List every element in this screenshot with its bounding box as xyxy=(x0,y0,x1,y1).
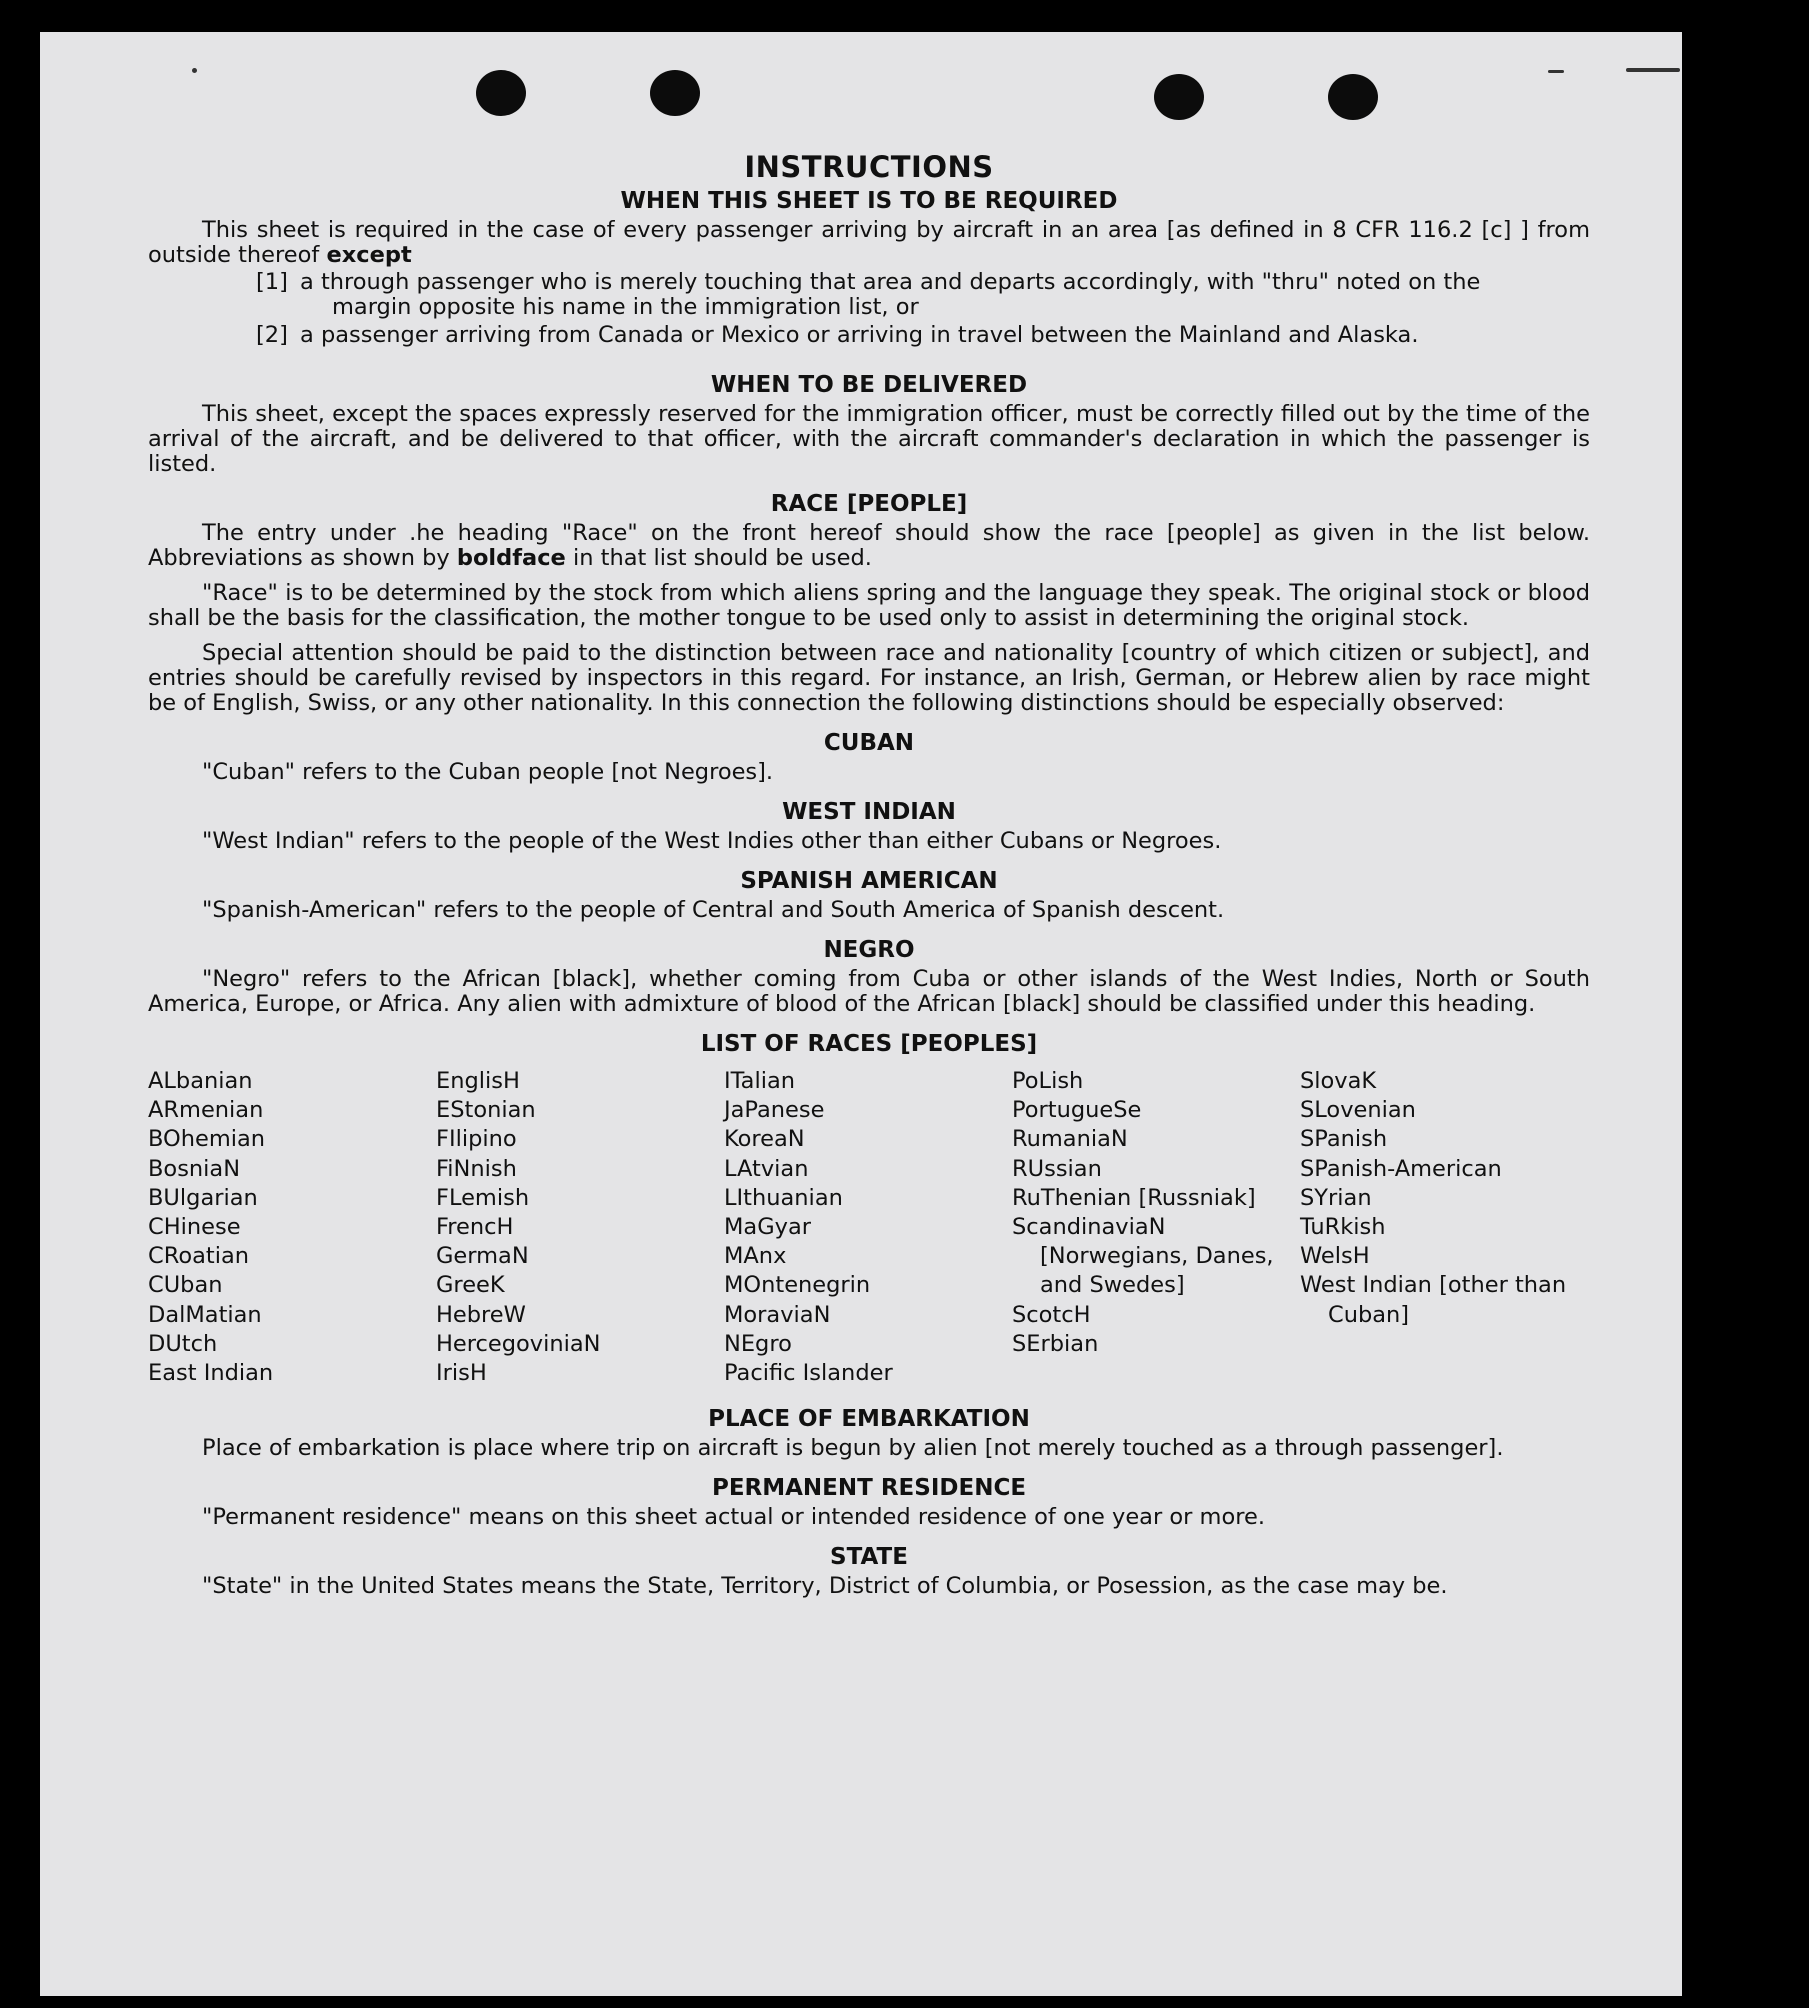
race-entry: MOntenegrin xyxy=(724,1272,871,1299)
paragraph-when-required: This sheet is required in the case of every passenger arriving by aircraft in an area [as defined in 8 CFR 116.2 [c] ] from outside thereof except xyxy=(148,217,1590,268)
paragraph-state: "State" in the United States means the State, Territory, District of Columbia, or Posession, as the case may be. xyxy=(202,1573,1448,1600)
race-entry: EStonian xyxy=(436,1097,536,1124)
race-entry: FrencH xyxy=(436,1214,514,1241)
section-title-when-required: WHEN THIS SHEET IS TO BE REQUIRED xyxy=(620,188,1118,214)
paragraph-race-3: Special attention should be paid to the distinction between race and nationality [country of which citizen or subject], and entries should be carefully revised by inspectors in this regard. For instance, an Irish, German, or Hebrew alien by race might be of English, Swiss, or any other nationality. In this connection the following distinctions should be especially observed: xyxy=(148,640,1590,716)
race-entry: ARmenian xyxy=(148,1097,264,1124)
section-title-west-indian: WEST INDIAN xyxy=(782,799,956,825)
race-entry: WelsH xyxy=(1300,1243,1370,1270)
section-title-state: STATE xyxy=(830,1544,908,1571)
race-entry: BOhemian xyxy=(148,1126,266,1153)
race-entry: RumaniaN xyxy=(1012,1126,1128,1153)
list-item xyxy=(256,270,1590,320)
race-entry: DUtch xyxy=(148,1330,218,1357)
race-entry: LAtvian xyxy=(724,1155,809,1182)
instructions-content xyxy=(148,150,1590,1609)
race-entry: SPanish-American xyxy=(1300,1155,1502,1182)
race-entry: MaGyar xyxy=(724,1214,811,1241)
item-number: [2] xyxy=(256,322,288,348)
race-entry: TuRkish xyxy=(1300,1214,1386,1241)
race-entry: ScotcH xyxy=(1012,1301,1091,1328)
paragraph-cuban: "Cuban" refers to the Cuban people [not Negroes]. xyxy=(202,759,774,785)
race-entry: MoraviaN xyxy=(724,1301,831,1328)
section-title-place-of-embarkation: PLACE OF EMBARKATION xyxy=(708,1406,1030,1433)
punch-hole xyxy=(1328,74,1378,120)
scan-speck xyxy=(192,68,197,73)
page-title: INSTRUCTIONS xyxy=(744,150,994,184)
race-entry: EnglisH xyxy=(436,1068,520,1094)
races-column xyxy=(436,1067,724,1388)
race-entry: SPanish xyxy=(1300,1126,1388,1153)
race-entry: SlovaK xyxy=(1300,1068,1377,1094)
races-column xyxy=(1012,1067,1300,1388)
paragraph-when-delivered: This sheet, except the spaces expressly reserved for the immigration officer, must be correctly filled out by the time of the arrival of the aircraft, and be delivered to that officer, with the aircraft commander's declaration in which the passenger is listed. xyxy=(148,401,1590,477)
race-entry: PortugueSe xyxy=(1012,1097,1142,1124)
race-entry: Pacific Islander xyxy=(724,1360,893,1387)
document-page xyxy=(40,32,1682,1996)
race-entry: SLovenian xyxy=(1300,1097,1416,1124)
race-entry: DalMatian xyxy=(148,1301,262,1328)
punch-hole xyxy=(650,70,700,116)
punch-hole xyxy=(1154,74,1204,120)
item-text: a through passenger who is merely touching that area and departs accordingly, with "thru" noted on the margin opposite his name in the immigration list, or xyxy=(300,269,1481,320)
race-entry: KoreaN xyxy=(724,1126,805,1153)
race-entry: FLemish xyxy=(436,1184,530,1211)
race-entry: HercegoviniaN xyxy=(436,1330,601,1357)
races-column xyxy=(724,1067,1012,1388)
list-item xyxy=(256,323,1590,348)
paragraph-spanish-american: "Spanish-American" refers to the people of Central and South America of Spanish descent. xyxy=(202,897,1225,923)
race-entry: LIthuanian xyxy=(724,1184,843,1211)
section-title-spanish-american: SPANISH AMERICAN xyxy=(740,868,998,894)
race-entry: FIlipino xyxy=(436,1126,517,1153)
section-title-cuban: CUBAN xyxy=(823,730,915,756)
race-entry: BUlgarian xyxy=(148,1184,258,1211)
races-list xyxy=(148,1067,1590,1388)
scan-speck xyxy=(1548,70,1564,73)
race-entry: ScandinaviaN [Norwegians, Danes, and Swedes] xyxy=(1012,1214,1274,1299)
race-entry: RuThenian [Russniak] xyxy=(1012,1184,1256,1211)
paragraph-race-2: "Race" is to be determined by the stock from which aliens spring and the language they speak. The original stock or blood shall be the basis for the classification, the mother tongue to be used only to assist in determining the original stock. xyxy=(148,580,1590,631)
race-entry: PoLish xyxy=(1012,1068,1084,1094)
race-entry: CUban xyxy=(148,1272,223,1299)
item-number: [1] xyxy=(256,269,288,295)
paragraph-west-indian: "West Indian" refers to the people of the West Indies other than either Cubans or Negroes. xyxy=(202,828,1222,854)
section-title-permanent-residence: PERMANENT RESIDENCE xyxy=(711,1475,1027,1502)
item-text: a passenger arriving from Canada or Mexico or arriving in travel between the Mainland and Alaska. xyxy=(300,322,1419,348)
race-entry: ALbanian xyxy=(148,1068,253,1094)
race-entry: HebreW xyxy=(436,1301,526,1328)
race-entry: NEgro xyxy=(724,1330,792,1357)
race-entry: CRoatian xyxy=(148,1243,250,1270)
race-entry: East Indian xyxy=(148,1360,274,1387)
section-title-negro: NEGRO xyxy=(823,937,915,963)
race-entry: MAnx xyxy=(724,1243,787,1270)
race-entry: FiNnish xyxy=(436,1155,517,1182)
race-entry: GermaN xyxy=(436,1243,529,1270)
race-entry: ITalian xyxy=(724,1068,795,1094)
races-column xyxy=(1300,1067,1590,1388)
race-entry: BosniaN xyxy=(148,1155,241,1182)
race-entry: RUssian xyxy=(1012,1155,1102,1182)
section-title-race: RACE [PEOPLE] xyxy=(770,491,968,517)
race-entry: SYrian xyxy=(1300,1184,1372,1211)
paragraph-permanent-residence: "Permanent residence" means on this sheet actual or intended residence of one year or more. xyxy=(202,1504,1265,1531)
races-column xyxy=(148,1067,436,1388)
paragraph-place-of-embarkation: Place of embarkation is place where trip on aircraft is begun by alien [not merely touched as a through passenger]. xyxy=(202,1435,1504,1462)
race-entry: JaPanese xyxy=(724,1097,825,1124)
paragraph-negro: "Negro" refers to the African [black], whether coming from Cuba or other islands of the West Indies, North or South America, Europe, or Africa. Any alien with admixture of blood of the African [black] should be classified under this heading. xyxy=(148,966,1590,1017)
paragraph-race-1: The entry under .he heading "Race" on the front hereof should show the race [people] as given in the list below. Abbreviations as shown by boldface in that list should be used. xyxy=(148,520,1590,571)
race-entry: West Indian [other than Cuban] xyxy=(1300,1272,1567,1328)
scan-speck xyxy=(1626,68,1680,72)
section-title-when-delivered: WHEN TO BE DELIVERED xyxy=(710,372,1028,398)
punch-hole xyxy=(476,70,526,116)
race-entry: SErbian xyxy=(1012,1330,1099,1357)
race-entry: CHinese xyxy=(148,1214,241,1241)
race-entry: IrisH xyxy=(436,1360,487,1387)
section-title-list-of-races: LIST OF RACES [PEOPLES] xyxy=(700,1031,1038,1057)
race-entry: GreeK xyxy=(436,1272,505,1299)
